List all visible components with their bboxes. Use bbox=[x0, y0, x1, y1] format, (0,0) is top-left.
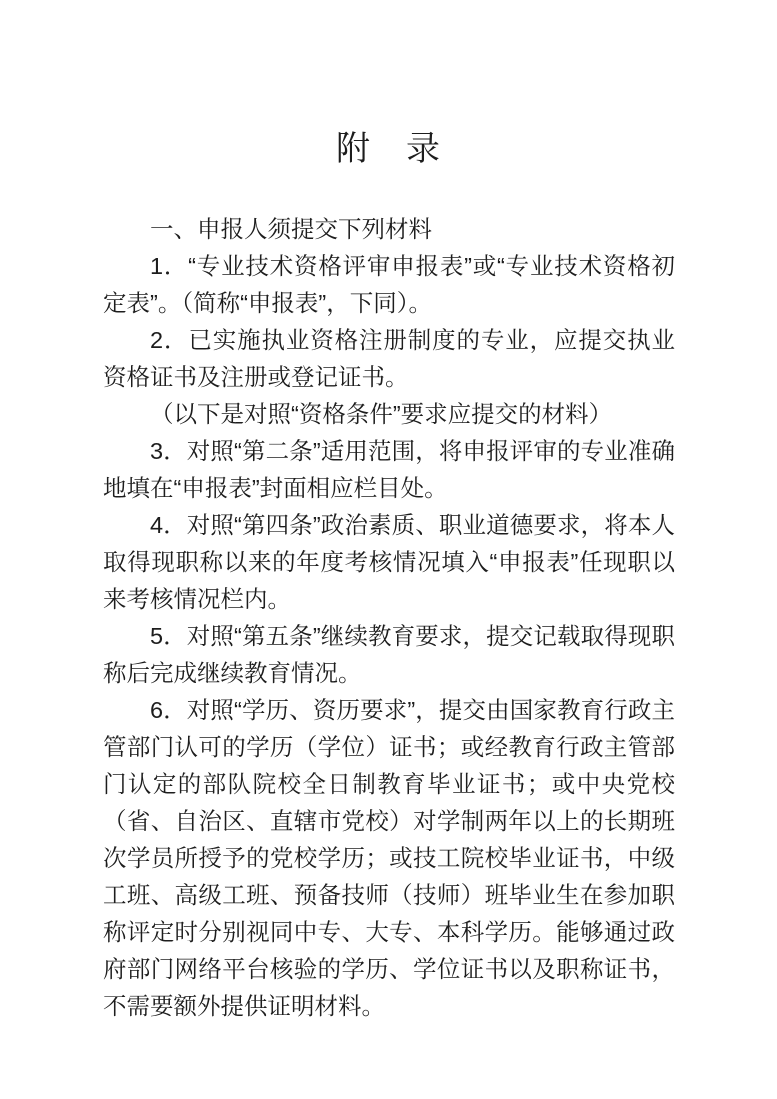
paragraph-item-3: 3．对照“第二条”适用范围，将申报评审的专业准确地填在“申报表”封面相应栏目处。 bbox=[103, 438, 675, 501]
paragraph-parenthetical-note: （以下是对照“资格条件”要求应提交的材料） bbox=[150, 401, 613, 427]
paragraph-item-6: 6．对照“学历、资历要求”，提交由国家教育行政主管部门认可的学历（学位）证书；或经教育行政主管部门认定的部队院校全日制教育毕业证书；或中央党校（省、自治区、直辖市党校）对学制两年以上的长期班次学员所授予的党校学历；或技工院校毕业证书，中级工班、高级工班、预备技师（技师）班毕业生在参加职称评定时分别视同中专、大专、本科学历。能够通过政府部门网络平台核验的学历、学位证书以及职称证书，不需要额外提供证明材料。 bbox=[103, 697, 675, 1019]
page-title: 附 录 bbox=[336, 130, 441, 168]
paragraph-item-4: 4．对照“第四条”政治素质、职业道德要求，将本人取得现职称以来的年度考核情况填入“申报表”任现职以来考核情况栏内。 bbox=[103, 512, 675, 612]
paragraph-item-1: 1．“专业技术资格评审申报表”或“专业技术资格初定表”。（简称“申报表”，下同）。 bbox=[103, 253, 675, 316]
section-heading: 一、申报人须提交下列材料 bbox=[150, 216, 432, 242]
paragraph-item-5: 5．对照“第五条”继续教育要求，提交记载取得现职称后完成继续教育情况。 bbox=[103, 623, 675, 686]
paragraph-item-2: 2．已实施执业资格注册制度的专业，应提交执业资格证书及注册或登记证书。 bbox=[103, 327, 675, 390]
document-body bbox=[103, 211, 675, 1025]
